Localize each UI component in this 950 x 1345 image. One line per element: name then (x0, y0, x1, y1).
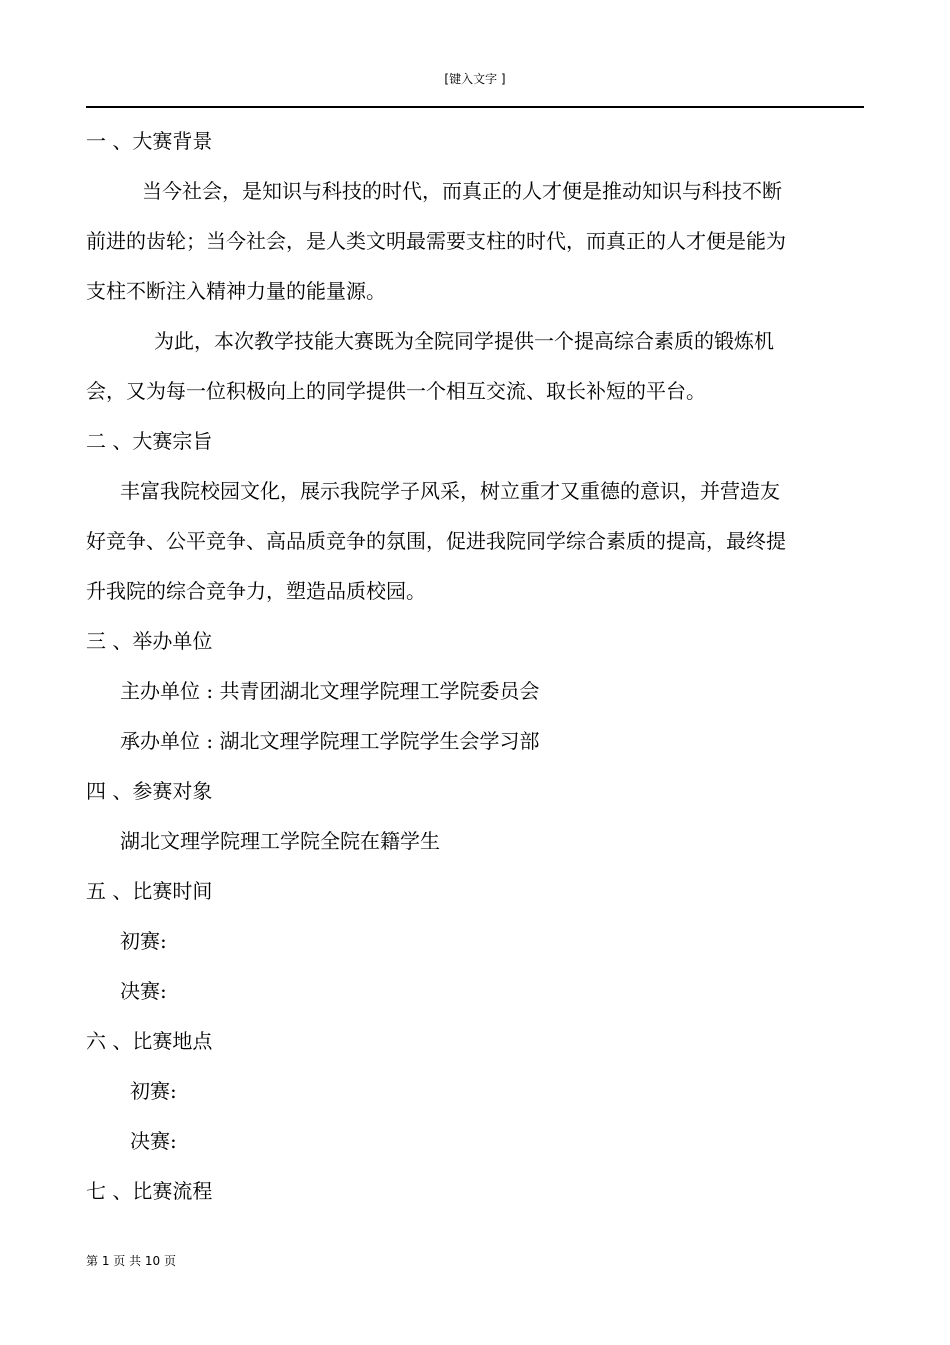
section-heading-1: 一 、大赛背景 (86, 129, 213, 153)
paragraph-line: 支柱不断注入精神力量的能量源。 (86, 279, 386, 303)
paragraph-line: 前进的齿轮；当今社会，是人类文明最需要支柱的时代，而真正的人才便是能为 (86, 229, 786, 253)
document-body (86, 116, 864, 1216)
paragraph-line: 会，又为每一位积极向上的同学提供一个相互交流、取长补短的平台。 (86, 379, 706, 403)
paragraph-line: 初赛: (130, 1079, 177, 1103)
page-footer: 第 1 页 共 10 页 (86, 1254, 176, 1268)
paragraph-line: 决赛: (120, 979, 167, 1003)
section-heading-4: 四 、参赛对象 (86, 779, 213, 803)
section-heading-6: 六 、比赛地点 (86, 1029, 213, 1053)
section-heading-5: 五 、比赛时间 (86, 879, 213, 903)
paragraph-line: 湖北文理学院理工学院全院在籍学生 (120, 829, 440, 853)
paragraph-line: 承办单位 : 湖北文理学院理工学院学生会学习部 (120, 729, 540, 753)
paragraph-line: 丰富我院校园文化，展示我院学子风采，树立重才又重德的意识，并营造友 (120, 479, 780, 503)
section-heading-3: 三 、举办单位 (86, 629, 213, 653)
paragraph-line: 好竞争、公平竞争、高品质竞争的氛围，促进我院同学综合素质的提高，最终提 (86, 529, 786, 553)
paragraph-line: 当今社会，是知识与科技的时代，而真正的人才便是推动知识与科技不断 (142, 179, 782, 203)
paragraph-line: 主办单位 : 共青团湖北文理学院理工学院委员会 (120, 679, 540, 703)
section-heading-2: 二 、大赛宗旨 (86, 429, 213, 453)
paragraph-line: 初赛: (120, 929, 167, 953)
paragraph-line: 为此，本次教学技能大赛既为全院同学提供一个提高综合素质的锻炼机 (154, 329, 774, 353)
page-header: [键入文字 ] (444, 72, 506, 86)
paragraph-line: 决赛: (130, 1129, 177, 1153)
section-heading-7: 七 、比赛流程 (86, 1179, 213, 1203)
paragraph-line: 升我院的综合竞争力，塑造品质校园。 (86, 579, 426, 603)
header-rule (86, 106, 864, 108)
